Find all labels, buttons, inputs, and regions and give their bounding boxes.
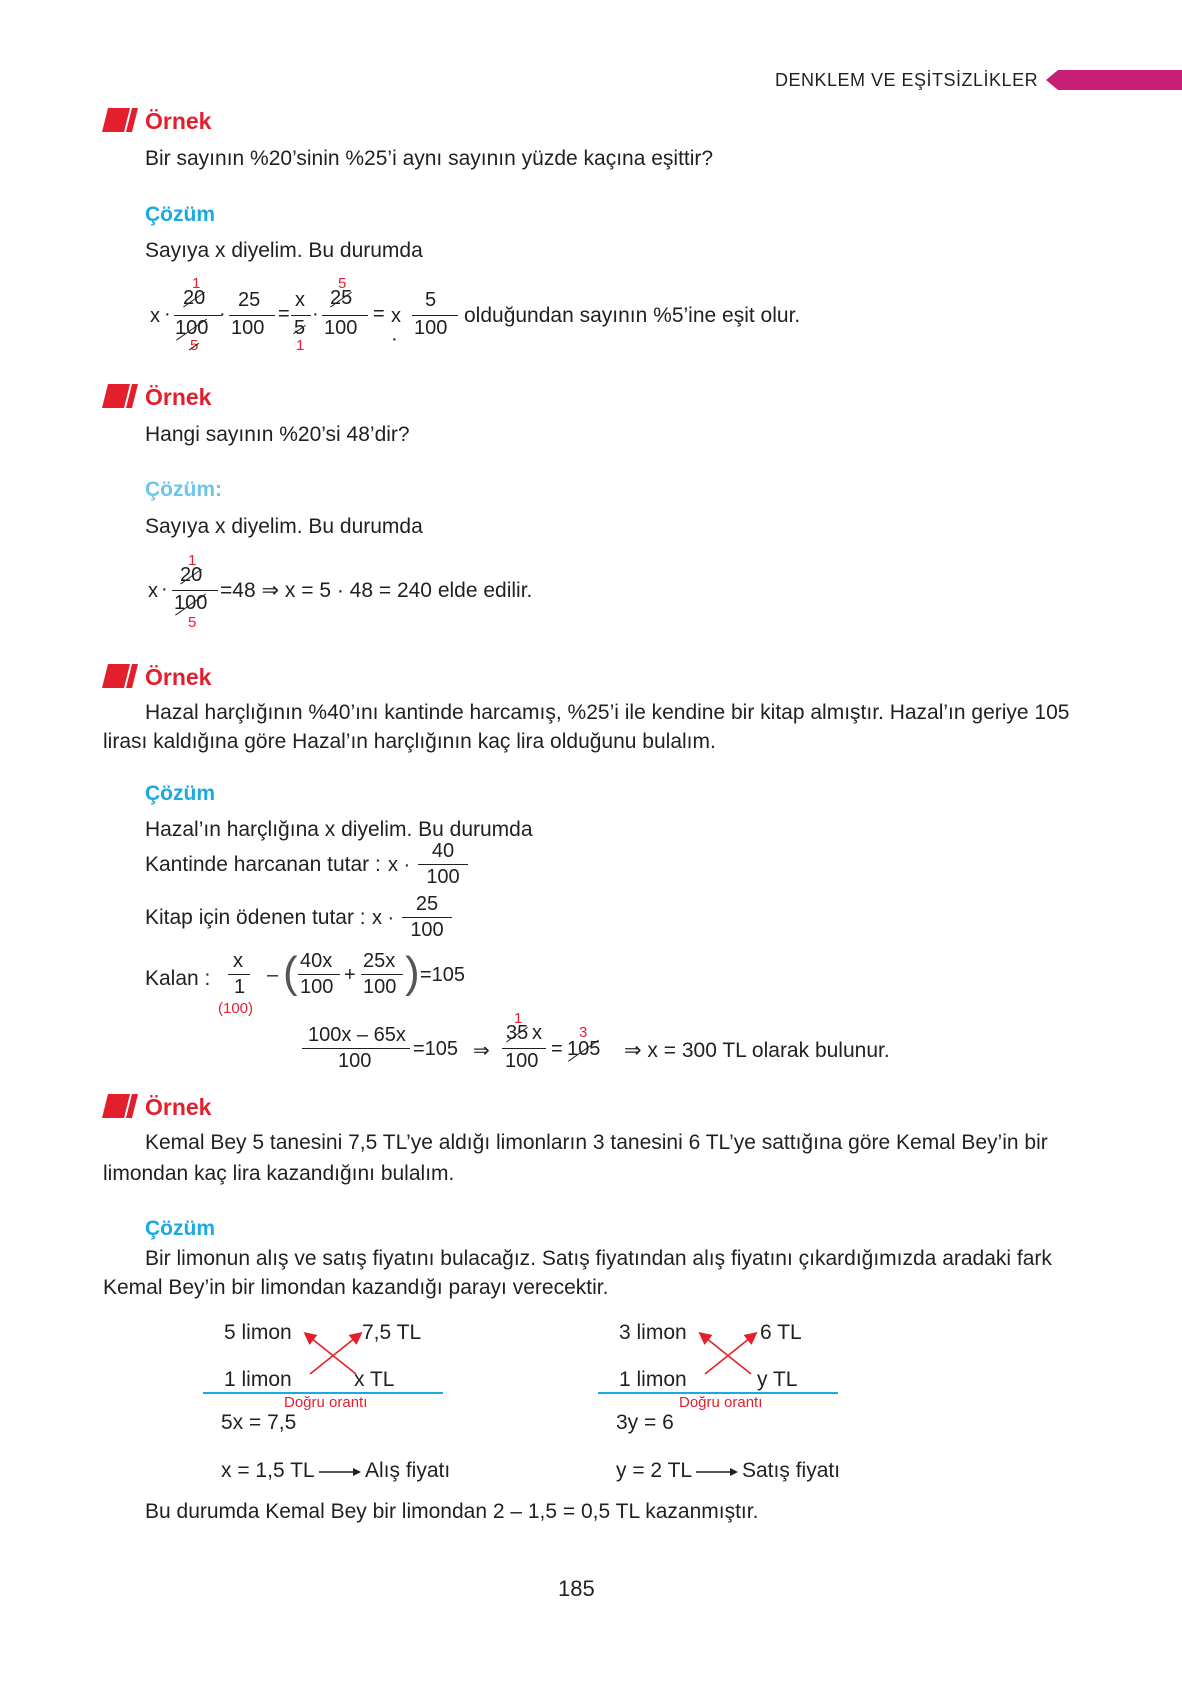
example-question-line-2: lirası kaldığına göre Hazal’ın harçlığının kaç lira olduğunu bulalım. [103, 730, 716, 753]
example-question-line-1: Hazal harçlığının %40’ını kantinde harcamış, %25’i ile kendine bir kitap almıştır. Hazal’ın geriye 105 [145, 701, 1070, 724]
kalan-label: Kalan : [145, 967, 211, 990]
solution-intro: Hazal’ın harçlığına x diyelim. Bu durumda [145, 818, 533, 841]
example-heading: Örnek [145, 384, 212, 410]
solution-heading: Çözüm [145, 782, 215, 805]
solution-intro-line-1: Bir limonun alış ve satış fiyatını bulacağız. Satış fiyatından alış fiyatını çıkardığımızda aradaki fark [145, 1247, 1052, 1270]
solution-heading: Çözüm: [145, 478, 222, 501]
solution-heading: Çözüm [145, 1217, 215, 1240]
header-accent-tab [1046, 68, 1182, 92]
solution-intro: Sayıya x diyelim. Bu durumda [145, 515, 423, 538]
kitap-label: Kitap için ödenen tutar : [145, 906, 366, 929]
example-heading: Örnek [145, 1094, 212, 1120]
proportion-right: 3 limon 6 TL 1 limon y TL Doğru orantı 3y = 6 y = 2 TL Satış fiyatı [598, 1318, 858, 1498]
example-heading: Örnek [145, 664, 212, 690]
example-question: Hangi sayının %20’si 48’dir? [145, 423, 410, 446]
right-arrow-icon [319, 1466, 363, 1478]
example-icon [102, 382, 138, 410]
solution-intro: Sayıya x diyelim. Bu durumda [145, 239, 423, 262]
example-icon [102, 1092, 138, 1120]
page-number: 185 [558, 1576, 595, 1601]
solution-intro-line-2: Kemal Bey’in bir limondan kazandığı parayı verecektir. [103, 1276, 609, 1299]
example-question-line-2: limondan kaç lira kazandığını bulalım. [103, 1162, 455, 1185]
example-icon [102, 662, 138, 690]
kantin-label: Kantinde harcanan tutar : [145, 853, 381, 876]
conclusion: Bu durumda Kemal Bey bir limondan 2 – 1,5 = 0,5 TL kazanmıştır. [145, 1500, 759, 1523]
cross-arrows-icon [693, 1328, 763, 1380]
example-icon [102, 106, 138, 134]
chapter-title: DENKLEM VE EŞİTSİZLİKLER [775, 70, 1039, 90]
example-heading: Örnek [145, 108, 212, 134]
proportion-left: 5 limon 7,5 TL 1 limon x TL Doğru orantı 5x = 7,5 x = 1,5 TL Alış fiyatı [203, 1318, 463, 1498]
solution-heading: Çözüm [145, 203, 215, 226]
cross-arrows-icon [298, 1328, 368, 1380]
example-question: Bir sayının %20’sinin %25’i aynı sayının yüzde kaçına eşittir? [145, 147, 714, 170]
right-arrow-icon [696, 1466, 740, 1478]
example-question-line-1: Kemal Bey 5 tanesini 7,5 TL’ye aldığı limonların 3 tanesini 6 TL’ye sattığına göre Kemal Bey’in bir [145, 1131, 1048, 1154]
